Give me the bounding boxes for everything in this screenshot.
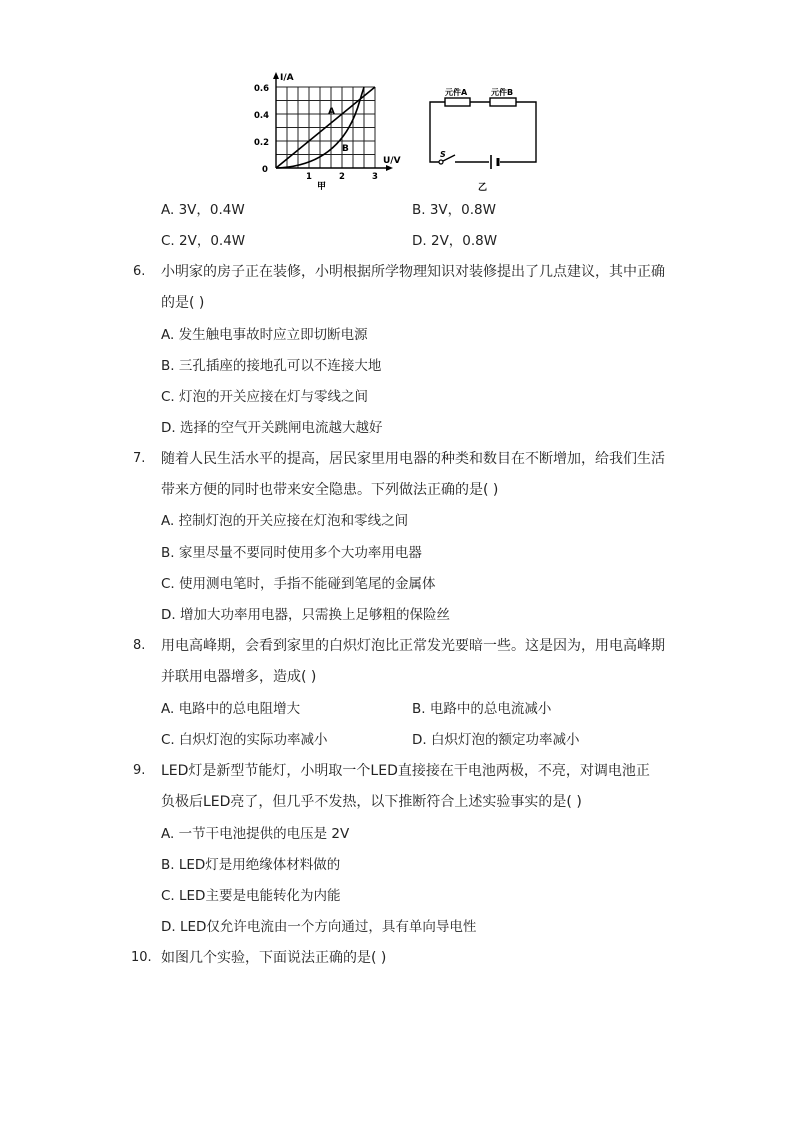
q6-stem-line1: 小明家的房子正在装修，小明根据所学物理知识对装修提出了几点建议，其中正确 [161,264,665,280]
q7-option-c: C. 使用测电笔时，手指不能碰到笔尾的金属体 [161,576,436,592]
element-a-label: 元件A [445,88,468,97]
circuit-wires [430,102,536,162]
q9-option-a: A. 一节干电池提供的电压是 2V [161,826,350,842]
circuit-caption: 乙 [478,183,488,193]
q6-option-a: A. 发生触电事故时应立即切断电源 [161,327,368,343]
q8-number: 8. [133,638,146,653]
y-axis-arrow [273,72,279,79]
y-tick-0: 0 [262,165,268,175]
curve-b-label: B [342,144,349,154]
q5-option-c: C. 2V，0.4W [161,233,246,249]
q7-number: 7. [133,451,146,466]
q9-number: 9. [133,763,146,778]
x-tick-1: 1 [306,172,312,182]
x-axis-label: U/V [383,156,401,166]
q5-option-a: A. 3V，0.4W [161,202,245,218]
q7-option-d: D. 增加大功率用电器，只需换上足够粗的保险丝 [161,607,450,623]
switch-label: S [440,150,446,159]
q6-option-d: D. 选择的空气开关跳闸电流越大越好 [161,420,383,436]
q7-stem-line2: 带来方便的同时也带来安全隐患。下列做法正确的是( ) [161,482,499,498]
q8-option-c: C. 白炽灯泡的实际功率减小 [161,732,328,748]
graph-caption: 甲 [317,182,327,192]
q6-number: 6. [133,264,146,279]
q9-option-d: D. LED仅允许电流由一个方向通过，具有单向导电性 [161,919,477,935]
y-tick-04: 0.4 [254,111,270,121]
q7-option-b: B. 家里尽量不要同时使用多个大功率用电器 [161,545,422,561]
q9-stem-line2: 负极后LED亮了，但几乎不发热，以下推断符合上述实验事实的是( ) [161,794,582,810]
q5-option-d: D. 2V，0.8W [412,233,498,249]
q10-number: 10. [131,950,152,965]
curve-a-label: A [328,107,335,117]
y-tick-02: 0.2 [254,138,270,148]
q9-stem-line1: LED灯是新型节能灯，小明取一个LED直接接在干电池两极，不亮，对调电池正 [161,763,650,779]
q6-option-b: B. 三孔插座的接地孔可以不连接大地 [161,358,382,374]
q7-stem-line1: 随着人民生活水平的提高，居民家里用电器的种类和数目在不断增加，给我们生活 [161,451,665,467]
q8-stem-line2: 并联用电器增多，造成( ) [161,669,317,685]
q9-option-b: B. LED灯是用绝缘体材料做的 [161,857,341,873]
y-axis-label: I/A [280,73,294,83]
q5-option-b: B. 3V，0.8W [412,202,496,218]
q6-option-c: C. 灯泡的开关应接在灯与零线之间 [161,389,369,405]
element-b-label: 元件B [491,88,514,97]
q8-option-b: B. 电路中的总电流减小 [412,701,552,717]
x-tick-3: 3 [372,172,378,182]
q8-option-a: A. 电路中的总电阻增大 [161,701,301,717]
switch-terminal [439,160,443,164]
element-b-resistor [490,98,516,106]
q7-option-a: A. 控制灯泡的开关应接在灯泡和零线之间 [161,513,409,529]
q8-stem-line1: 用电高峰期，会看到家里的白炽灯泡比正常发光要暗一些。这是因为，用电高峰期 [161,638,665,654]
q10-stem-line1: 如图几个实验，下面说法正确的是( ) [161,950,387,966]
x-tick-2: 2 [339,172,345,182]
q9-option-c: C. LED主要是电能转化为内能 [161,888,341,904]
y-tick-06: 0.6 [254,84,270,94]
q8-option-d: D. 白炽灯泡的额定功率减小 [412,732,580,748]
element-a-resistor [445,98,470,106]
iu-graph-figure [250,70,410,195]
circuit-figure [425,85,545,195]
q6-stem-line2: 的是( ) [161,295,205,311]
